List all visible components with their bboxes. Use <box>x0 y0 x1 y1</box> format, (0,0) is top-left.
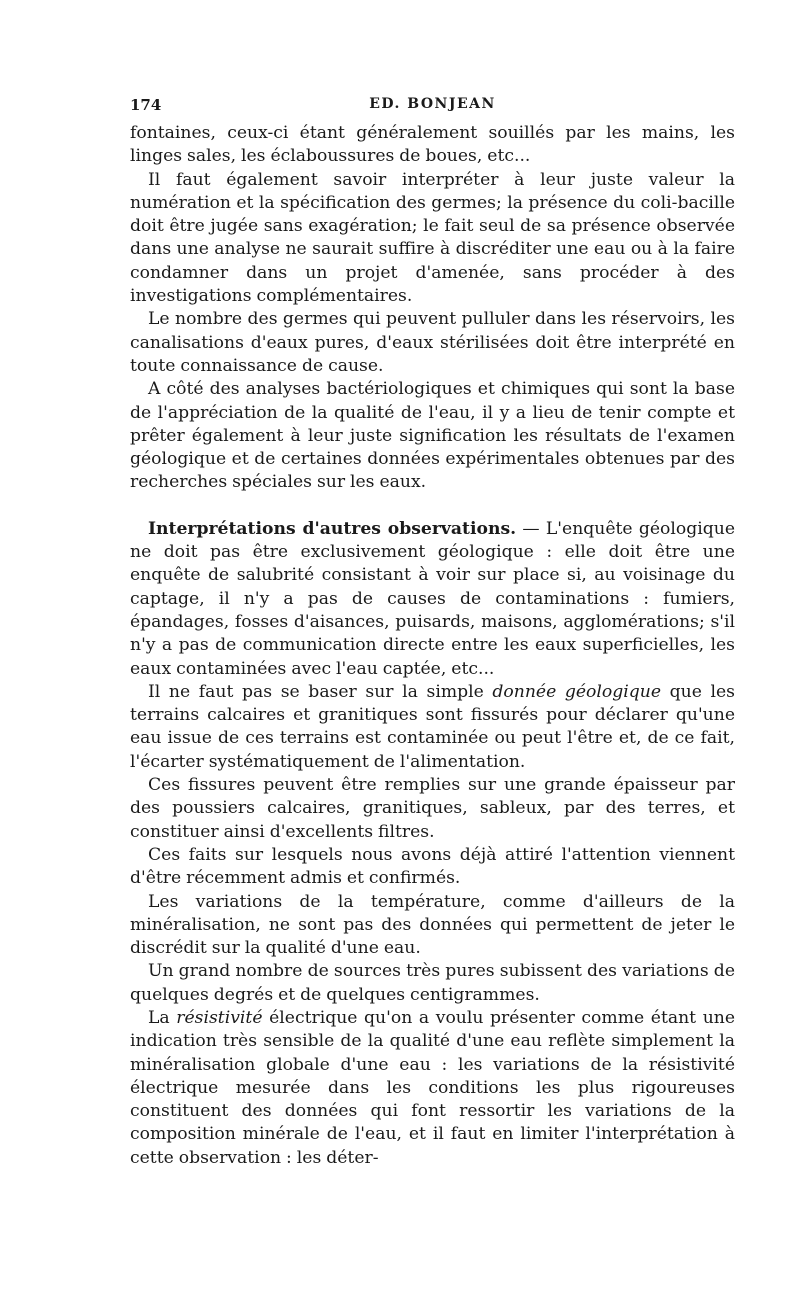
paragraph: Ces faits sur lesquels nous avons déjà attiré l'attention viennent d'être récemment admis et confirmés. <box>130 844 735 889</box>
text-run: La <box>148 1007 177 1028</box>
paragraph: Un grand nombre de sources très pures subissent des variations de quelques degrés et de quelques centigrammes. <box>130 961 735 1005</box>
paragraph: Ces fissures peuvent être remplies sur une grande épaisseur par des poussiers calcaires, granitiques, sableux, par des terres, et constituer ainsi d'excellents filtres. <box>130 775 735 842</box>
text-run: électrique qu'on a voulu présenter comme étant une indication très sensible de la qualité d'une eau reflète simplement la minéralisation globale d'une eau : les variations de la résistivité électrique mesurée dans les conditions les plus rigoureuses constituent des données qui font ressortir les variations de la composition minérale de l'eau, et il faut en limiter l'interprétation à cette observation : les déter- <box>130 1007 735 1168</box>
paragraph: Les variations de la température, comme d'ailleurs de la minéralisation, ne sont pas des données qui permettent de jeter le discrédit sur la qualité d'une eau. <box>130 891 735 959</box>
running-head: ED. BONJEAN <box>369 96 496 112</box>
page-number: 174 <box>130 96 162 114</box>
paragraph: Le nombre des germes qui peuvent pulluler dans les réservoirs, les canalisations d'eaux pures, d'eaux stérilisées doit être interprété en toute connaissance de cause. <box>130 309 735 376</box>
paragraph <box>130 681 735 774</box>
section-heading: Interprétations d'autres observations. <box>148 518 517 539</box>
text-run: que les terrains calcaires et granitiques sont fissurés pour déclarer qu'une eau issue de ces terrains est contaminée ou peut l'être et, de ce fait, l'écarter systématiquement de l'alimentation. <box>130 681 735 772</box>
section-lead-text: — L'enquête géologique ne doit pas être exclusivement géologique : elle doit être une enquête de salubrité consistant à voir sur place si, au voisinage du captage, il n'y a pas de causes de contaminations : fumiers, épandages, fosses d'aisances, puisards, maisons, agglomérations; s'il n'y a pas de communication directe entre les eaux superficielles, les eaux contaminées avec l'eau captée, etc... <box>130 518 735 679</box>
book-page <box>130 96 735 1170</box>
section-paragraph <box>130 518 735 681</box>
page-header <box>130 96 735 118</box>
body-text <box>130 122 735 1170</box>
paragraph: fontaines, ceux-ci étant généralement souillés par les mains, les linges sales, les éclaboussures de boues, etc... <box>130 123 735 167</box>
paragraph <box>130 1007 735 1170</box>
italic-term: résistivité <box>176 1007 263 1028</box>
section-spacer <box>130 495 735 518</box>
paragraph: A côté des analyses bactériologiques et chimiques qui sont la base de l'appréciation de la qualité de l'eau, il y a lieu de tenir compte et prêter également à leur juste signification les résultats de l'examen géologique et de certaines données expérimentales obtenues par des recherches spéciales sur les eaux. <box>130 379 735 493</box>
italic-term: donnée géologique <box>492 681 661 702</box>
paragraph: Il faut également savoir interpréter à leur juste valeur la numération et la spécification des germes; la présence du coli-bacille doit être jugée sans exagération; le fait seul de sa présence observée dans une analyse ne saurait suffire à discréditer une eau ou à la faire condamner dans un projet d'amenée, sans procéder à des investigations complémentaires. <box>130 169 735 307</box>
text-run: Il ne faut pas se baser sur la simple <box>148 681 493 702</box>
